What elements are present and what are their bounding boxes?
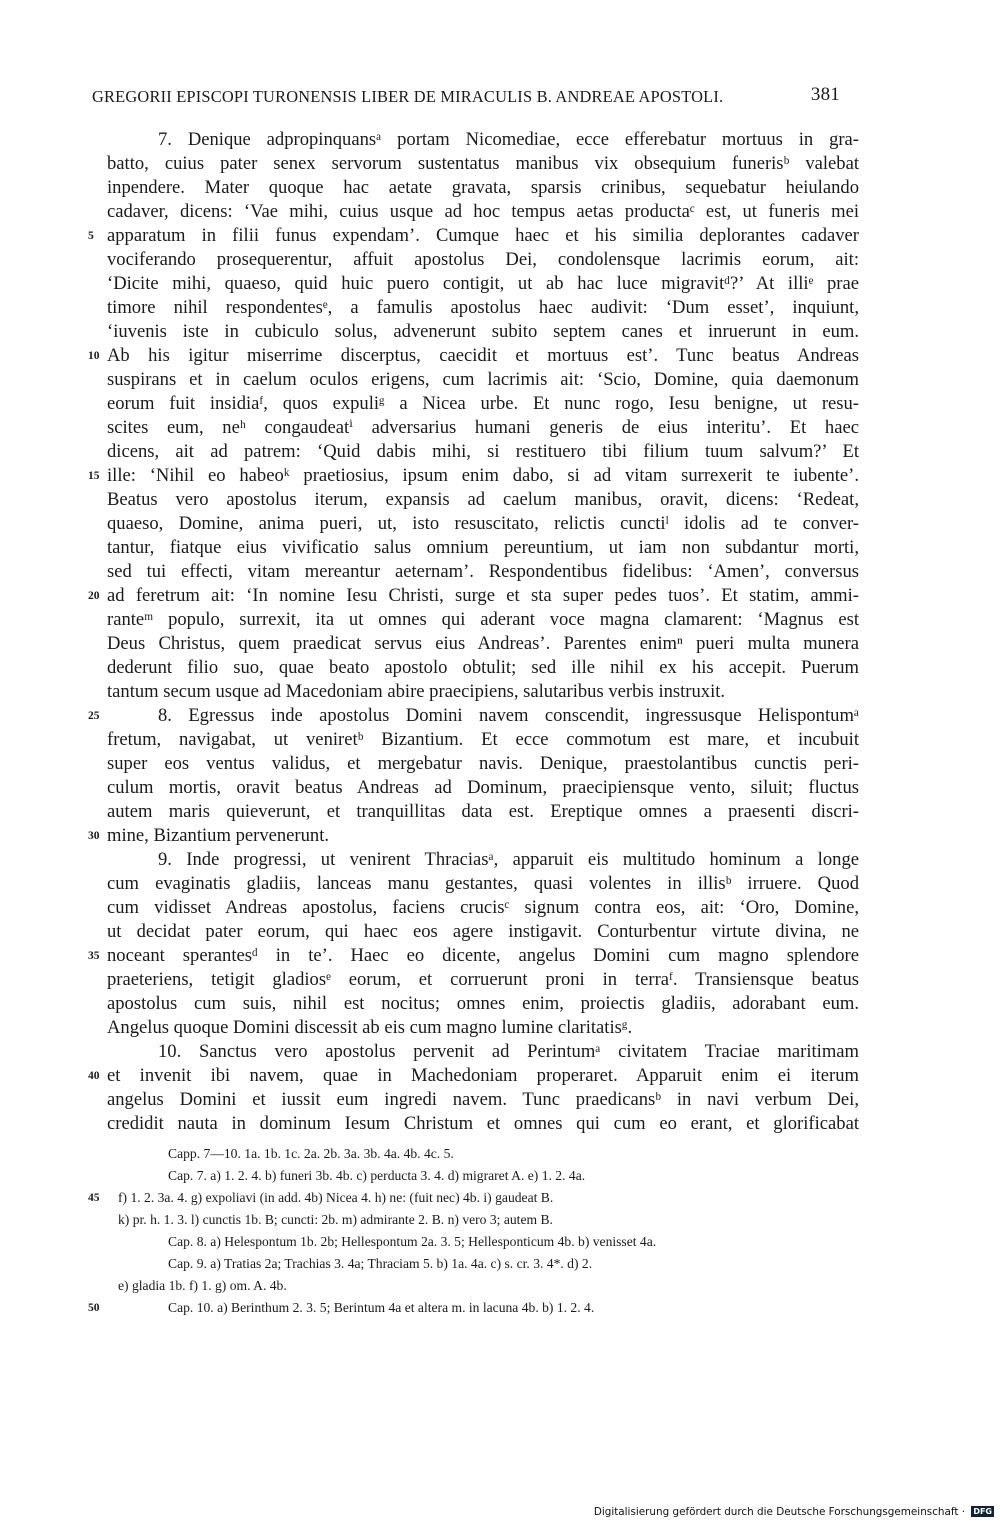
- text-line: tantur, fiatque eius vivificatio salus omnium pereuntium, ut iam non subdantur morti,: [107, 537, 859, 558]
- digitization-credit: [594, 1506, 994, 1518]
- text-line: 7. Denique adpropinquansᵃ portam Nicomediae, ecce efferebatur mortuus in gra-: [158, 129, 859, 150]
- line-number: 35: [88, 950, 100, 962]
- footnote-line-number: 50: [88, 1302, 100, 1314]
- line-number: 10: [88, 350, 100, 362]
- line-number: 25: [88, 710, 100, 722]
- footnote-line: Cap. 9. a) Tratias 2a; Trachias 3. 4a; Thraciam 5. b) 1a. 4a. c) s. cr. 3. 4*. d) 2.: [168, 1256, 593, 1271]
- text-line: 8. Egressus inde apostolus Domini navem conscendit, ingressusque Helispontumᵃ: [158, 705, 859, 726]
- text-line: dederunt filio suo, quae beato apostolo obtulit; sed ille nihil ex his accepit. Puerum: [107, 657, 859, 678]
- text-line: cum evaginatis gladiis, lanceas manu gestantes, quasi volentes in illisᵇ irruere. Quod: [107, 873, 859, 894]
- footnote-line: Cap. 10. a) Berinthum 2. 3. 5; Berintum 4a et altera m. in lacuna 4b. b) 1. 2. 4.: [168, 1300, 595, 1315]
- text-line: fretum, navigabat, ut veniretᵇ Bizantium. Et ecce commotum est mare, et incubuit: [107, 729, 859, 750]
- text-line: apparatum in filii funus expendam’. Cumque haec et his similia deplorantes cadaver: [107, 225, 859, 246]
- line-number: 15: [88, 470, 100, 482]
- text-line: ‘iuvenis iste in cubiculo solus, advenerunt subito septem canes et inruerunt in eum.: [107, 321, 859, 342]
- text-line: cadaver, dicens: ‘Vae mihi, cuius usque ad hoc tempus aetas productaᶜ est, ut funeris mei: [107, 201, 859, 222]
- line-number: 40: [88, 1070, 100, 1082]
- text-line: autem maris quieverunt, et tranquillitas data est. Ereptique omnes a praesenti discri-: [107, 801, 859, 822]
- text-line: sed tui effecti, vitam mereantur aeternam’. Respondentibus fidelibus: ‘Amen’, conversus: [107, 561, 859, 582]
- text-line: apostolus cum suis, nihil est nocitus; omnes enim, proiectis gladiis, adorabant eum.: [107, 993, 859, 1014]
- text-line: scites eum, neʰ congaudeatⁱ adversarius humani generis de eius interitu’. Et haec: [107, 417, 859, 438]
- text-line: inpendere. Mater quoque hac aetate gravata, sparsis crinibus, sequebatur heiulando: [107, 177, 859, 198]
- text-line: Ab his igitur miserrime discerptus, caecidit et mortuus est’. Tunc beatus Andreas: [107, 345, 859, 366]
- text-line: Angelus quoque Domini discessit ab eis cum magno lumine claritatisᵍ.: [107, 1017, 633, 1038]
- footnote-line: f) 1. 2. 3a. 4. g) expoliavi (in add. 4b) Nicea 4. h) ne: (fuit nec) 4b. i) gaudeat B.: [118, 1190, 554, 1205]
- text-line: 10. Sanctus vero apostolus pervenit ad Perintumᵃ civitatem Traciae maritimam: [158, 1041, 859, 1062]
- text-line: cum vidisset Andreas apostolus, faciens crucisᶜ signum contra eos, ait: ‘Oro, Domine,: [107, 897, 859, 918]
- text-line: ranteᵐ populo, surrexit, ita ut omnes qui aderant voce magna clamarent: ‘Magnus est: [107, 609, 859, 630]
- footnote-line: k) pr. h. 1. 3. l) cunctis 1b. B; cuncti: 2b. m) admirante 2. B. n) vero 3; autem B.: [118, 1212, 553, 1227]
- text-line: quaeso, Domine, anima pueri, ut, isto resuscitato, relictis cunctiˡ idolis ad te conver-: [107, 513, 859, 534]
- text-line: et invenit ibi navem, quae in Machedoniam properaret. Apparuit enim ei iterum: [107, 1065, 859, 1086]
- line-number: 5: [88, 230, 94, 242]
- text-line: noceant sperantesᵈ in te’. Haec eo dicente, angelus Domini cum magno splendore: [107, 945, 859, 966]
- text-line: super eos ventus validus, et mergebatur navis. Denique, praestolantibus cunctis peri-: [107, 753, 859, 774]
- text-line: eorum fuit insidiaᶠ, quos expuliᵍ a Nicea urbe. Et nunc rogo, Iesu benigne, ut resu-: [107, 393, 859, 414]
- text-line: credidit nauta in dominum Iesum Christum et omnes qui cum eo erant, et glorificabat: [107, 1113, 859, 1134]
- dfg-logo: DFG: [973, 1507, 992, 1516]
- text-line: 9. Inde progressi, ut venirent Thraciasᵃ, apparuit eis multitudo hominum a longe: [158, 849, 859, 870]
- running-header: [92, 84, 840, 107]
- text-line: ut decidat pater eorum, qui haec eos agere instigavit. Conturbentur virtute divina, ne: [107, 921, 859, 942]
- footnote-line: Cap. 7. a) 1. 2. 4. b) funeri 3b. 4b. c) perducta 3. 4. d) migraret A. e) 1. 2. 4a.: [168, 1168, 586, 1183]
- footnote-line-number: 45: [88, 1192, 100, 1204]
- text-line: timore nihil respondentesᵉ, a famulis apostolus haec audivit: ‘Dum esset’, inquiunt,: [107, 297, 859, 318]
- text-line: batto, cuius pater senex servorum sustentatus manibus vix obsequium funerisᵇ valebat: [107, 153, 859, 174]
- footnote-line: Cap. 8. a) Helespontum 1b. 2b; Hellespontum 2a. 3. 5; Hellesponticum 4b. b) venisset 4a.: [168, 1234, 657, 1249]
- text-line: ad feretrum ait: ‘In nomine Iesu Christi, surge et sta super pedes tuos’. Et statim, ammi-: [107, 585, 859, 606]
- text-line: Deus Christus, quem praedicat servus eius Andreas’. Parentes enimⁿ pueri multa munera: [107, 633, 859, 654]
- text-line: suspirans et in caelum oculos erigens, cum lacrimis ait: ‘Scio, Domine, quia daemonum: [107, 369, 859, 390]
- footnote-line: Capp. 7—10. 1a. 1b. 1c. 2a. 2b. 3a. 3b. 4a. 4b. 4c. 5.: [168, 1146, 454, 1161]
- text-line: mine, Bizantium pervenerunt.: [107, 825, 330, 846]
- text-line: ille: ‘Nihil eo habeoᵏ praetiosius, ipsum enim dabo, si ad vitam surrexerit te iubente’.: [107, 465, 859, 486]
- text-line: vociferando prosequerentur, affuit apostolus Dei, condolensque lacrimis eorum, ait:: [107, 249, 859, 270]
- credit-text: Digitalisierung gefördert durch die Deutsche Forschungsgemeinschaft ·: [593, 1506, 966, 1518]
- text-line: culum mortis, oravit beatus Andreas ad Dominum, praecipiensque vento, siluit; fluctus: [107, 777, 859, 798]
- text-line: tantum secum usque ad Macedoniam abire praecipiens, salutaribus verbis instruxit.: [107, 681, 726, 702]
- text-line: dicens, ait ad patrem: ‘Quid dabis mihi, si restituero tibi filium tuum salvum?’ Et: [107, 441, 859, 462]
- page-number: 381: [810, 84, 840, 105]
- running-title: GREGORII EPISCOPI TURONENSIS LIBER DE MIRACULIS B. ANDREAE APOSTOLI.: [92, 87, 724, 106]
- text-line: praeteriens, tetigit gladiosᵉ eorum, et corruerunt proni in terraᶠ. Transiensque beatus: [107, 969, 859, 990]
- text-line: angelus Domini et iussit eum ingredi navem. Tunc praedicansᵇ in navi verbum Dei,: [107, 1089, 859, 1110]
- footnote-line: e) gladia 1b. f) 1. g) om. A. 4b.: [118, 1278, 287, 1293]
- line-number: 30: [88, 830, 100, 842]
- text-line: ‘Dicite mihi, quaeso, quid huic puero contigit, ut ab hac luce migravitᵈ?’ At illiᵉ prae: [107, 273, 859, 294]
- line-number: 20: [88, 590, 100, 602]
- text-line: Beatus vero apostolus iterum, expansis ad caelum manibus, oravit, dicens: ‘Redeat,: [107, 489, 859, 510]
